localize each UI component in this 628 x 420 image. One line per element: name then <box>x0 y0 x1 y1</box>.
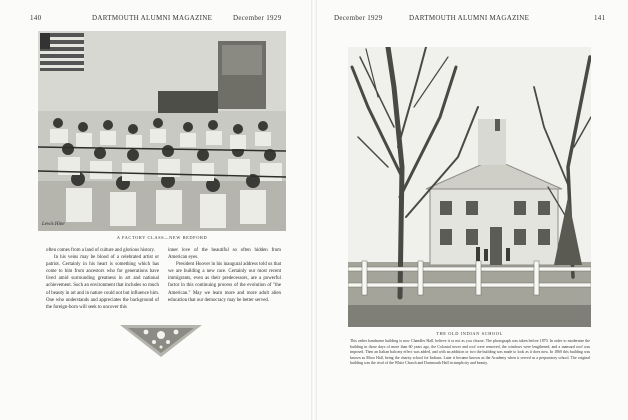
magazine-title: DARTMOUTH ALUMNI MAGAZINE <box>92 14 213 22</box>
photo-handwritten-note: Lewis Hine <box>42 222 65 227</box>
issue-date: December 1929 <box>233 14 282 22</box>
school-photo <box>348 47 591 327</box>
magazine-title: DARTMOUTH ALUMNI MAGAZINE <box>409 14 530 22</box>
right-page <box>317 0 628 420</box>
photo-description: This rather handsome building is now Chandler Hall, believe it or not as you choose. The photograph was taken before 1870. In order to modernize the building in those days of more than 60 years ago, the Colonial tower and roof were removed, the windows were lengthened, and a mansard roof was imposed. Then an Italian balcony effect was added, and with an addition or two the building was made to look as it does now. In 1860 this building was known as Moor Hall, being the charity school for Indians. Later it became known as the Academy when it served as a preparatory school. The original building was the rival of the White Church and Dartmouth Hall in simplicity and beauty. <box>350 339 590 366</box>
paragraph: often comes from a land of culture and glorious history. <box>46 248 155 253</box>
page-number: 140 <box>30 14 42 22</box>
left-photo-caption: A FACTORY CLASS—NEW BEDFORD <box>116 235 208 240</box>
paragraph: inner love of the beautiful so often hidden from American eyes. <box>168 248 281 261</box>
paragraph: In his veins may be blood of a celebrated artist or patriot. Certainly in his heart is something which has come to him from ancestors who for generations have lived amid surrounding greatness in art and national achievement. Such an environment that includes so much of beauty in art and in nature could not but influence him. One who understands and appreciates the background of the foreign-born will seek to uncover this <box>46 255 159 310</box>
left-page <box>0 0 311 420</box>
classroom-photo-image <box>38 31 286 231</box>
page-number: 141 <box>594 14 606 22</box>
school-photo-image <box>348 47 591 327</box>
paragraph: President Hoover in his inaugural address told us that we are building a new race. Certainly our most recent immigrants, even as their predecessors, are a powerful factor in this continuing process of the evolution of "the American." May we learn more and more adult alien education that our democracy may be better served. <box>168 262 281 303</box>
decorative-ornament <box>120 325 202 357</box>
issue-date: December 1929 <box>334 14 383 22</box>
left-text-column <box>46 247 159 311</box>
right-photo-caption: THE OLD INDIAN SCHOOL <box>436 331 503 336</box>
right-text-column <box>168 247 281 304</box>
classroom-photo <box>38 31 286 231</box>
